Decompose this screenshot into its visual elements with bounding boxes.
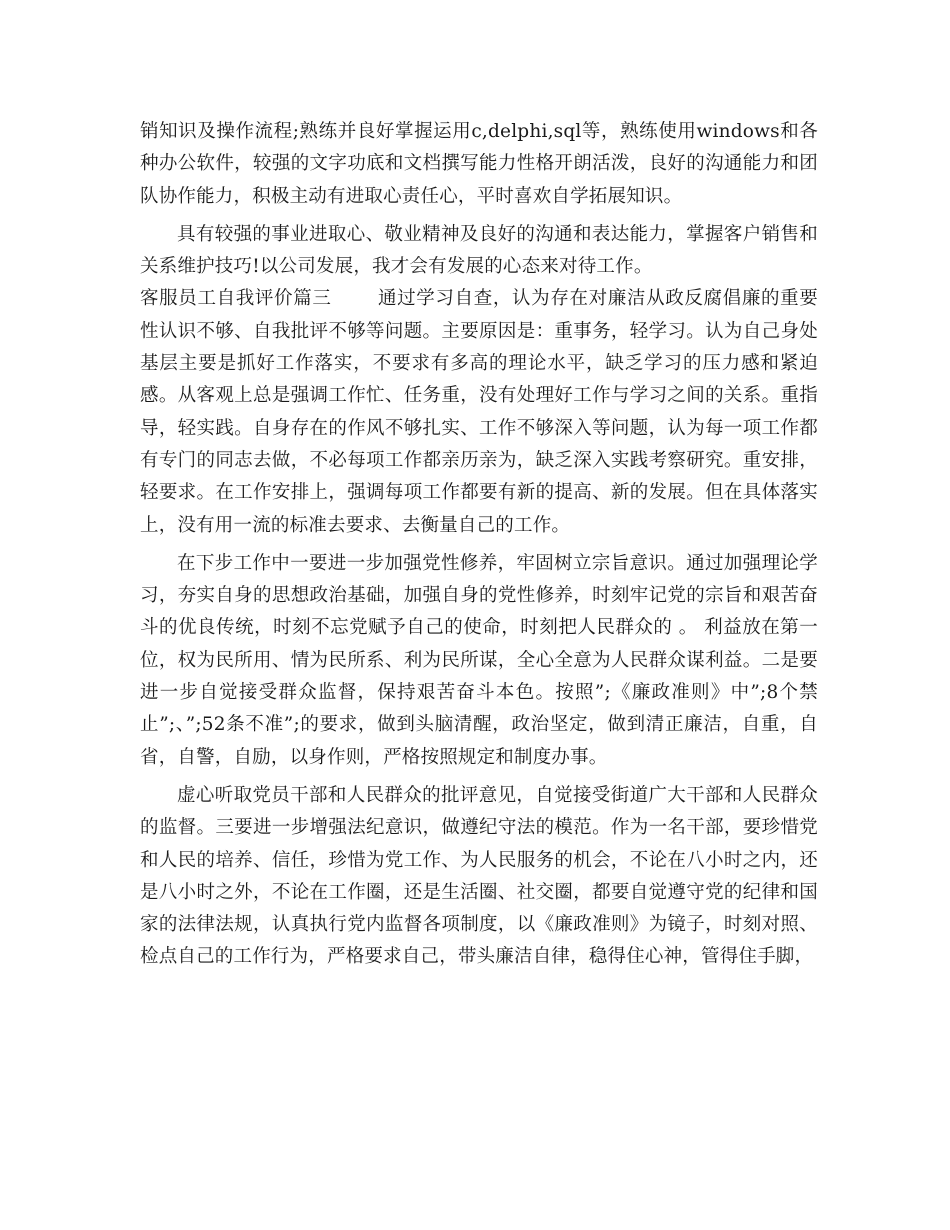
paragraph-5: 虚心听取党员干部和人民群众的批评意见，自觉接受街道广大干部和人民群众的监督。三要进一步增强法纪意识，做遵纪守法的模范。作为一名干部，要珍惜党和人民的培养、信任，珍惜为党工作、为人民服务的机会，不论在八小时之内，还是八小时之外，不论在工作圈，还是生活圈、社交圈，都要自觉遵守党的纪律和国家的法律法规，认真执行党内监督各项制度，以《廉政准则》为镜子，时刻对照、检点自己的工作行为，严格要求自己，带头廉洁自律，稳得住心神，管得住手脚，	[140, 784, 818, 968]
paragraph-4: 在下步工作中一要进一步加强党性修养，牢固树立宗旨意识。通过加强理论学习，夯实自身的思想政治基础，加强自身的党性修养，时刻牢记党的宗旨和艰苦奋斗的优良传统，时刻不忘党赋予自己的使命，时刻把人民群众的 。 利益放在第一位，权为民所用、情为民所系、利为民所谋，全心全意为人民群众谋利益。二是要进一步自觉接受群众监督，保持艰苦奋斗本色。按照”;《廉政准则》中”;8个禁止”;、”;52条不准”;的要求，做到头脑清醒，政治坚定，做到清正廉洁，自重，自省，自警，自励，以身作则，严格按照规定和制度办事。	[140, 552, 818, 768]
document-body	[140, 116, 818, 974]
paragraph-3-text: 通过学习自查，认为存在对廉洁从政反腐倡廉的重要性认识不够、自我批评不够等问题。主要原因是：重事务，轻学习。认为自己身处基层主要是抓好工作落实，不要求有多高的理论水平，缺乏学习的压力感和紧迫感。从客观上总是强调工作忙、任务重，没有处理好工作与学习之间的关系。重指导，轻实践。自身存在的作风不够扎实、工作不够深入等问题，认为每一项工作都有专门的同志去做，不必每项工作都亲历亲为，缺乏深入实践考察研究。重安排，轻要求。在工作安排上，强调每项工作都要有新的提高、新的发展。但在具体落实上，没有用一流的标准去要求、去衡量自己的工作。	[140, 288, 818, 536]
paragraph-1: 销知识及操作流程;熟练并良好掌握运用c,delphi,sql等，熟练使用windows和各种办公软件，较强的文字功底和文档撰写能力性格开朗活泼，良好的沟通能力和团队协作能力，积极主动有进取心责任心，平时喜欢自学拓展知识。	[140, 121, 818, 207]
paragraph-3	[140, 283, 818, 541]
section-heading: 客服员工自我评价篇三	[140, 288, 332, 310]
paragraph-2: 具有较强的事业进取心、敬业精神及良好的沟通和表达能力，掌握客户销售和关系维护技巧!以公司发展，我才会有发展的心态来对待工作。	[140, 223, 818, 278]
